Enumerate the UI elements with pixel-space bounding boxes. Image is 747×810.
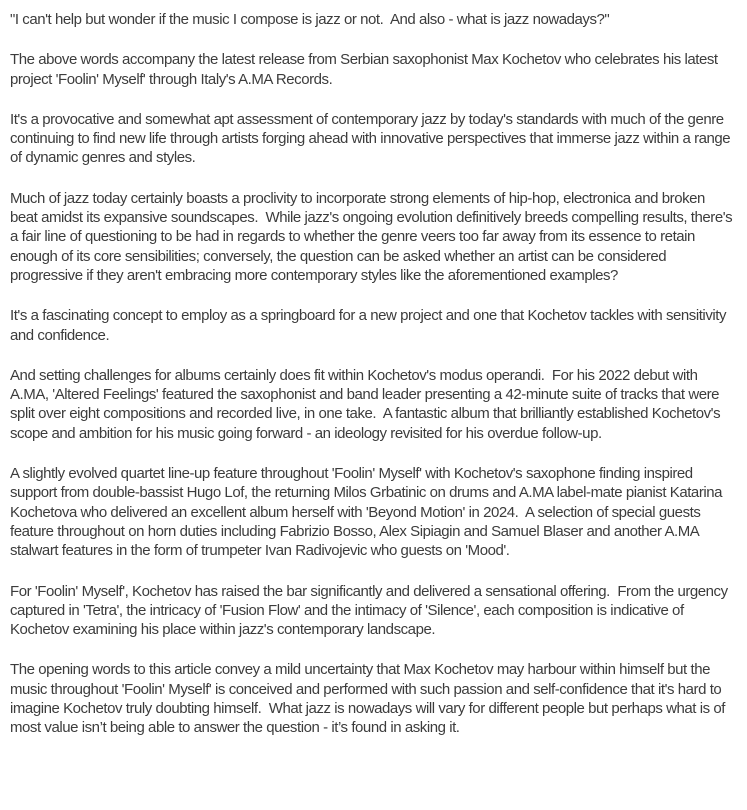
- article-paragraph-closing: The opening words to this article convey a mild uncertainty that Max Kochetov may harbour within himself but the music throughout 'Foolin' Myself' is conceived and performed with such passion and self-confidence that it's hard to imagine Kochetov truly doubting himself. What jazz is nowadays will vary for different people but perhaps what is of most value isn’t being able to answer the question - it’s found in asking it.: [10, 661, 729, 737]
- article-paragraph-jazz-today: Much of jazz today certainly boasts a proclivity to incorporate strong elements of hip-hop, electronica and broken beat amidst its expansive soundscapes. While jazz's ongoing evolution definitively breeds compelling results, there's a fair line of questioning to be had in regards to whether the genre veers too far away from its essence to retain enough of its core sensibilities; conversely, the question can be asked whether an artist can be considered progressive if they aren't embracing more contemporary styles like the aforementioned examples?: [10, 189, 736, 284]
- article-paragraph-intro: The above words accompany the latest release from Serbian saxophonist Max Kochetov who celebrates his latest project 'Foolin' Myself' through Italy's A.MA Records.: [10, 51, 722, 88]
- article-paragraph-highlights: For 'Foolin' Myself', Kochetov has raised the bar significantly and delivered a sensational offering. From the urgency captured in 'Tetra', the intricacy of 'Fusion Flow' and the intimacy of 'Silence', each composition is indicative of Kochetov examining his place within jazz's contemporary landscape.: [10, 582, 732, 639]
- article-paragraph-lineup: A slightly evolved quartet line-up feature throughout 'Foolin' Myself' with Kochetov's saxophone finding inspired support from double-bassist Hugo Lof, the returning Milos Grbatinic on drums and A.MA label-mate pianist Katarina Kochetova who delivered an excellent album herself with 'Beyond Motion' in 2024. A selection of special guests feature throughout on horn duties including Fabrizio Bosso, Alex Sipiagin and Samuel Blaser and another A.MA stalwart features in the form of trumpeter Ivan Radivojevic who guests on 'Mood'.: [10, 465, 726, 560]
- article-paragraph-debut-album: And setting challenges for albums certainly does fit within Kochetov's modus operandi. For his 2022 debut with A.MA, 'Altered Feelings' featured the saxophonist and band leader presenting a 42-minute suite of tracks that were split over eight compositions and recorded live, in one take. A fantastic album that brilliantly established Kochetov's scope and ambition for his music going forward - an ideology revisited for his overdue follow-up.: [10, 366, 724, 442]
- article-paragraph-quote: "I can't help but wonder if the music I compose is jazz or not. And also - what is jazz nowadays?": [10, 11, 610, 28]
- article-paragraph-assessment: It's a provocative and somewhat apt assessment of contemporary jazz by today's standards with much of the genre continuing to find new life through artists forging ahead with innovative perspectives that immerse jazz within a range of dynamic genres and styles.: [10, 110, 734, 167]
- article-paragraph-concept: It's a fascinating concept to employ as a springboard for a new project and one that Kochetov tackles with sensitivity and confidence.: [10, 307, 730, 344]
